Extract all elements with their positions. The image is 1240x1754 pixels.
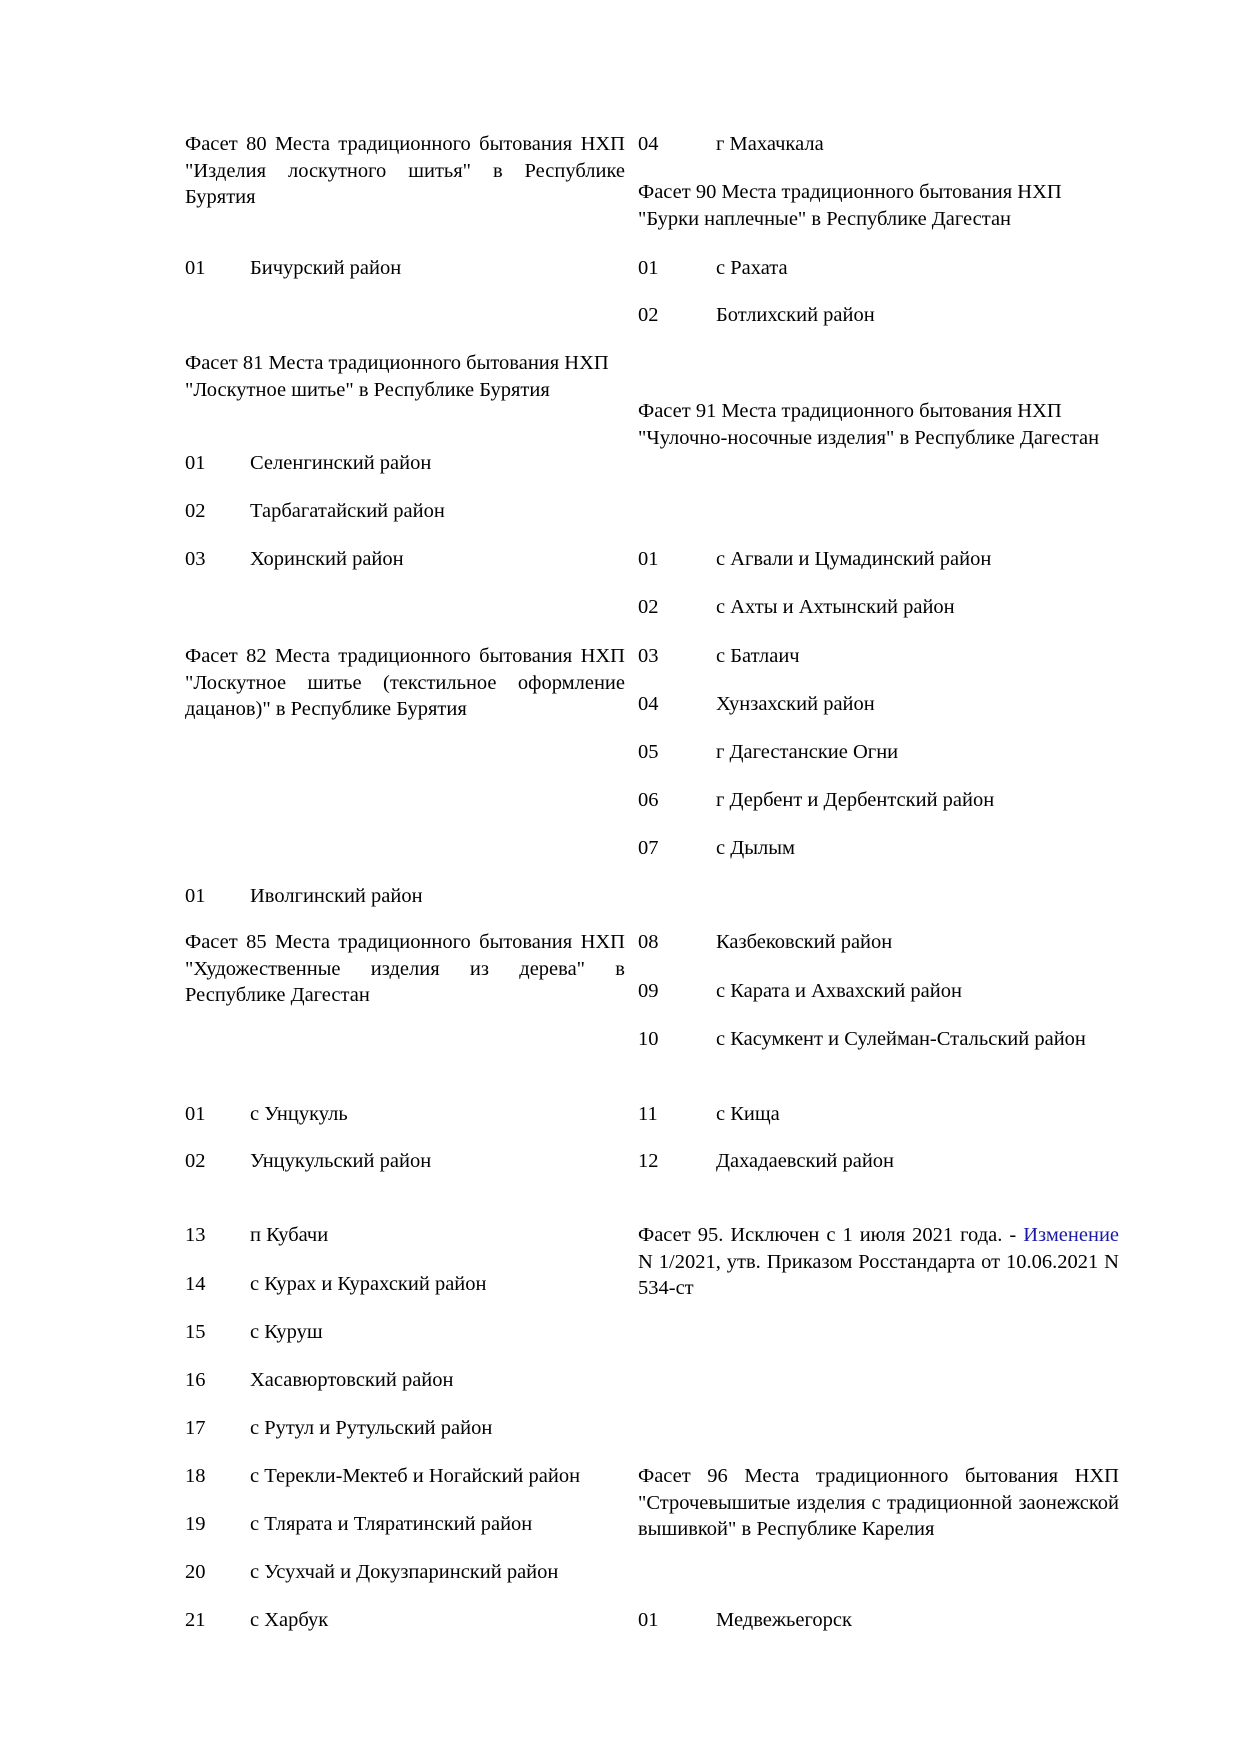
facet-96-heading: Фасет 96 Места традиционного бытования НХП "Строчевышитые изделия с традиционной заонежской вышивкой" в Республике Карелия <box>638 1465 1119 1540</box>
item-name: с Дылым <box>716 837 795 859</box>
item-code: 18 <box>185 1465 206 1487</box>
facet-82-heading: Фасет 82 Места традиционного бытования НХП "Лоскутное шитье (текстильное оформление дацанов)" в Республике Бурятия <box>185 645 625 720</box>
item-name: с Рахата <box>716 257 788 279</box>
item-name: с Карата и Ахвахский район <box>716 980 962 1002</box>
item-code: 20 <box>185 1561 206 1583</box>
facet-81-heading: Фасет 81 Места традиционного бытования НХП "Лоскутное шитье" в Республике Бурятия <box>185 352 609 401</box>
item-code: 02 <box>185 500 206 522</box>
item-code: 02 <box>638 304 659 326</box>
item-code: 03 <box>638 645 659 667</box>
item-name: с Унцукуль <box>250 1103 348 1125</box>
item-name: Ботлихский район <box>716 304 875 326</box>
item-name: г Дербент и Дербентский район <box>716 789 995 811</box>
item-name: с Батлаич <box>716 645 800 667</box>
item-name: с Усухчай и Докузпаринский район <box>250 1561 559 1583</box>
item-code: 01 <box>185 1103 206 1125</box>
item-code: 11 <box>638 1103 658 1125</box>
item-name: с Агвали и Цумадинский район <box>716 548 992 570</box>
item-code: 01 <box>185 885 206 907</box>
item-code: 03 <box>185 548 206 570</box>
item-name: Тарбагатайский район <box>250 500 445 522</box>
item-name: с Кища <box>716 1103 780 1125</box>
item-name: Иволгинский район <box>250 885 423 907</box>
note-text: N 1/2021, утв. Приказом Росстандарта от 10.06.2021 N 534-ст <box>638 1250 1119 1299</box>
item-code: 07 <box>638 837 659 859</box>
note-text: Фасет 95. Исключен с 1 июля 2021 года. - <box>638 1224 1017 1246</box>
item-code: 04 <box>638 693 659 715</box>
facet-90-heading: Фасет 90 Места традиционного бытования НХП "Бурки наплечные" в Республике Дагестан <box>638 181 1062 230</box>
item-code: 06 <box>638 789 659 811</box>
item-code: 01 <box>638 1609 659 1631</box>
item-name: с Рутул и Рутульский район <box>250 1417 493 1439</box>
item-code: 05 <box>638 741 659 763</box>
item-code: 08 <box>638 931 659 953</box>
facet-91-heading: Фасет 91 Места традиционного бытования НХП "Чулочно-носочные изделия" в Республике Дагестан <box>638 400 1100 449</box>
item-name: Медвежьегорск <box>716 1609 852 1631</box>
item-code: 21 <box>185 1609 206 1631</box>
item-name: п Кубачи <box>250 1224 329 1246</box>
item-code: 01 <box>185 257 206 279</box>
item-code: 14 <box>185 1273 206 1295</box>
item-name: с Тлярата и Тляратинский район <box>250 1513 533 1535</box>
item-code: 13 <box>185 1224 206 1246</box>
item-name: с Ахты и Ахтынский район <box>716 596 955 618</box>
item-name: г Дагестанские Огни <box>716 741 899 763</box>
facet-95-note <box>638 1222 1119 1302</box>
item-code: 17 <box>185 1417 206 1439</box>
amendment-link[interactable]: Изменение <box>1023 1224 1120 1246</box>
item-code: 01 <box>185 452 206 474</box>
item-code: 04 <box>638 133 659 155</box>
item-code: 15 <box>185 1321 206 1343</box>
item-name: Дахадаевский район <box>716 1150 895 1172</box>
item-name: Бичурский район <box>250 257 402 279</box>
item-name: с Харбук <box>250 1609 329 1631</box>
item-name: с Курах и Курахский район <box>250 1273 487 1295</box>
item-name: с Терекли-Мектеб и Ногайский район <box>250 1465 581 1487</box>
item-name: с Касумкент и Сулейман-Стальский район <box>716 1028 1086 1050</box>
item-code: 19 <box>185 1513 206 1535</box>
facet-80-heading: Фасет 80 Места традиционного бытования НХП "Изделия лоскутного шитья" в Республике Бурятия <box>185 133 625 208</box>
item-code: 02 <box>638 596 659 618</box>
item-name: Хунзахский район <box>716 693 875 715</box>
item-code: 12 <box>638 1150 659 1172</box>
facet-85-heading: Фасет 85 Места традиционного бытования НХП "Художественные изделия из дерева" в Республике Дагестан <box>185 931 625 1006</box>
item-code: 01 <box>638 257 659 279</box>
item-code: 02 <box>185 1150 206 1172</box>
item-code: 01 <box>638 548 659 570</box>
item-code: 09 <box>638 980 659 1002</box>
item-name: Казбековский район <box>716 931 893 953</box>
item-name: Селенгинский район <box>250 452 432 474</box>
item-name: Хоринский район <box>250 548 404 570</box>
item-code: 10 <box>638 1028 659 1050</box>
item-name: г Махачкала <box>716 133 824 155</box>
item-name: Хасавюртовский район <box>250 1369 454 1391</box>
item-code: 16 <box>185 1369 206 1391</box>
item-name: с Куруш <box>250 1321 323 1343</box>
item-name: Унцукульский район <box>250 1150 432 1172</box>
